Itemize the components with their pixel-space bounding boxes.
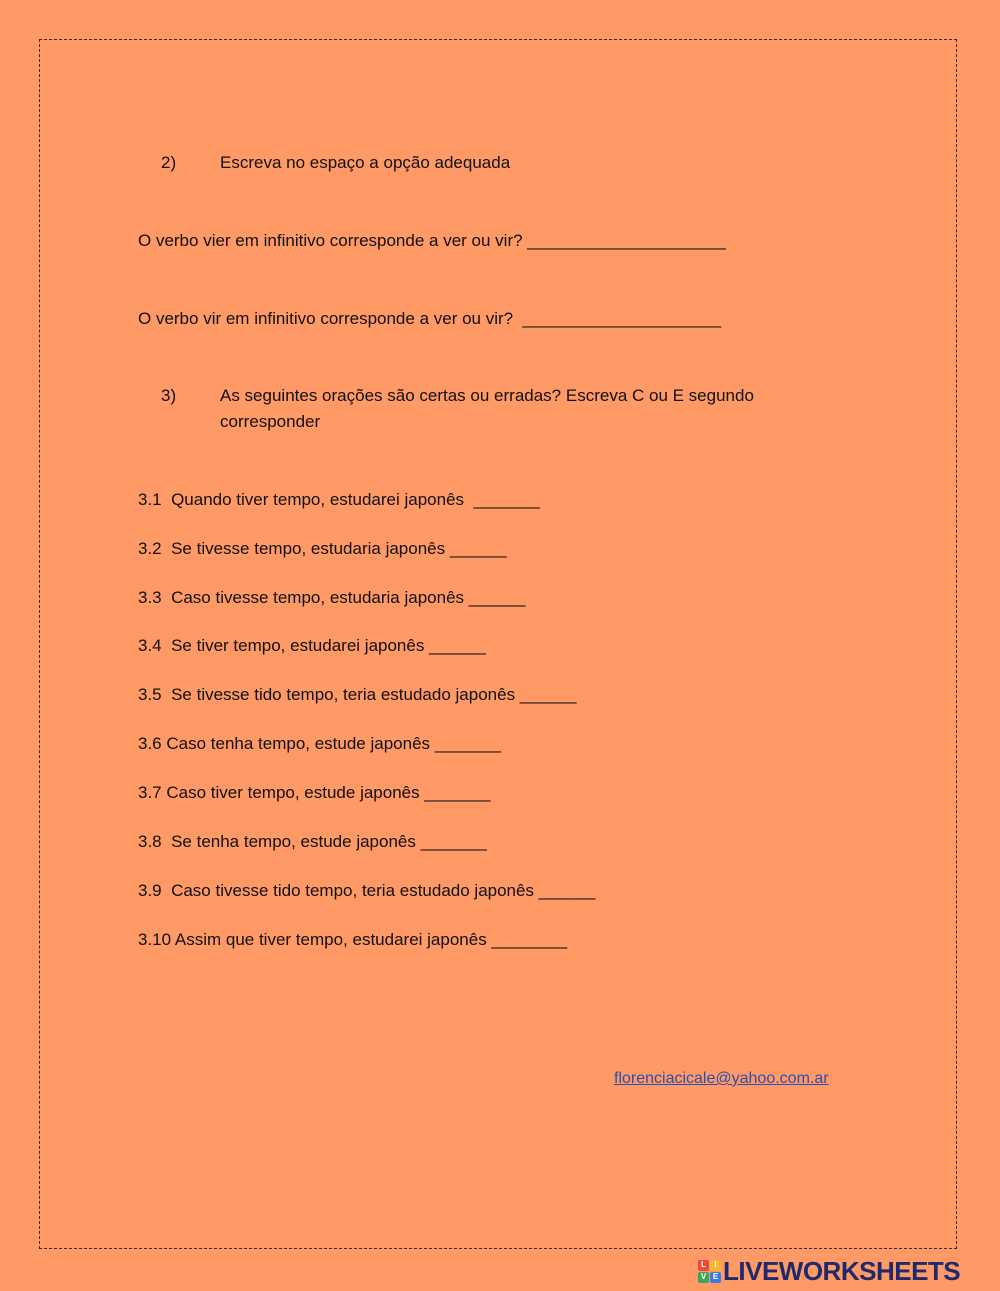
section-3-instruction-line2: corresponder	[220, 412, 321, 431]
item-3-3: 3.3 Caso tivesse tempo, estudaria japonês ______	[138, 588, 526, 607]
logo-letter-l: L	[698, 1260, 709, 1271]
logo-text: LIVEWORKSHEETS	[723, 1256, 961, 1286]
logo-letter-e: E	[710, 1272, 721, 1283]
question-verb-vir: O verbo vir em infinitivo corresponde a ver ou vir? _____________________	[138, 309, 722, 328]
section-3-number: 3)	[161, 386, 177, 405]
item-3-8: 3.8 Se tenha tempo, estude japonês _______	[138, 832, 487, 851]
logo-blocks-icon	[698, 1260, 721, 1283]
item-3-1: 3.1 Quando tiver tempo, estudarei japonês _______	[138, 490, 540, 509]
item-3-10: 3.10 Assim que tiver tempo, estudarei japonês ________	[138, 930, 568, 949]
item-3-4: 3.4 Se tiver tempo, estudarei japonês ______	[138, 636, 486, 655]
item-3-7: 3.7 Caso tiver tempo, estude japonês _______	[138, 783, 491, 802]
author-email-link[interactable]: florenciacicale@yahoo.com.ar	[614, 1070, 829, 1087]
question-verb-vier: O verbo vier em infinitivo corresponde a ver ou vir? _____________________	[138, 231, 726, 250]
liveworksheets-logo[interactable]	[698, 1256, 960, 1286]
item-3-6: 3.6 Caso tenha tempo, estude japonês _______	[138, 734, 501, 753]
logo-letter-v: V	[698, 1272, 709, 1283]
item-3-9: 3.9 Caso tivesse tido tempo, teria estudado japonês ______	[138, 881, 596, 900]
logo-letter-i: I	[710, 1260, 721, 1271]
section-3-instruction-line1: As seguintes orações são certas ou erradas? Escreva C ou E segundo	[220, 386, 754, 405]
item-3-2: 3.2 Se tivesse tempo, estudaria japonês ______	[138, 539, 507, 558]
section-2-instruction: Escreva no espaço a opção adequada	[220, 153, 511, 172]
section-2-number: 2)	[161, 153, 177, 172]
item-3-5: 3.5 Se tivesse tido tempo, teria estudado japonês ______	[138, 685, 577, 704]
